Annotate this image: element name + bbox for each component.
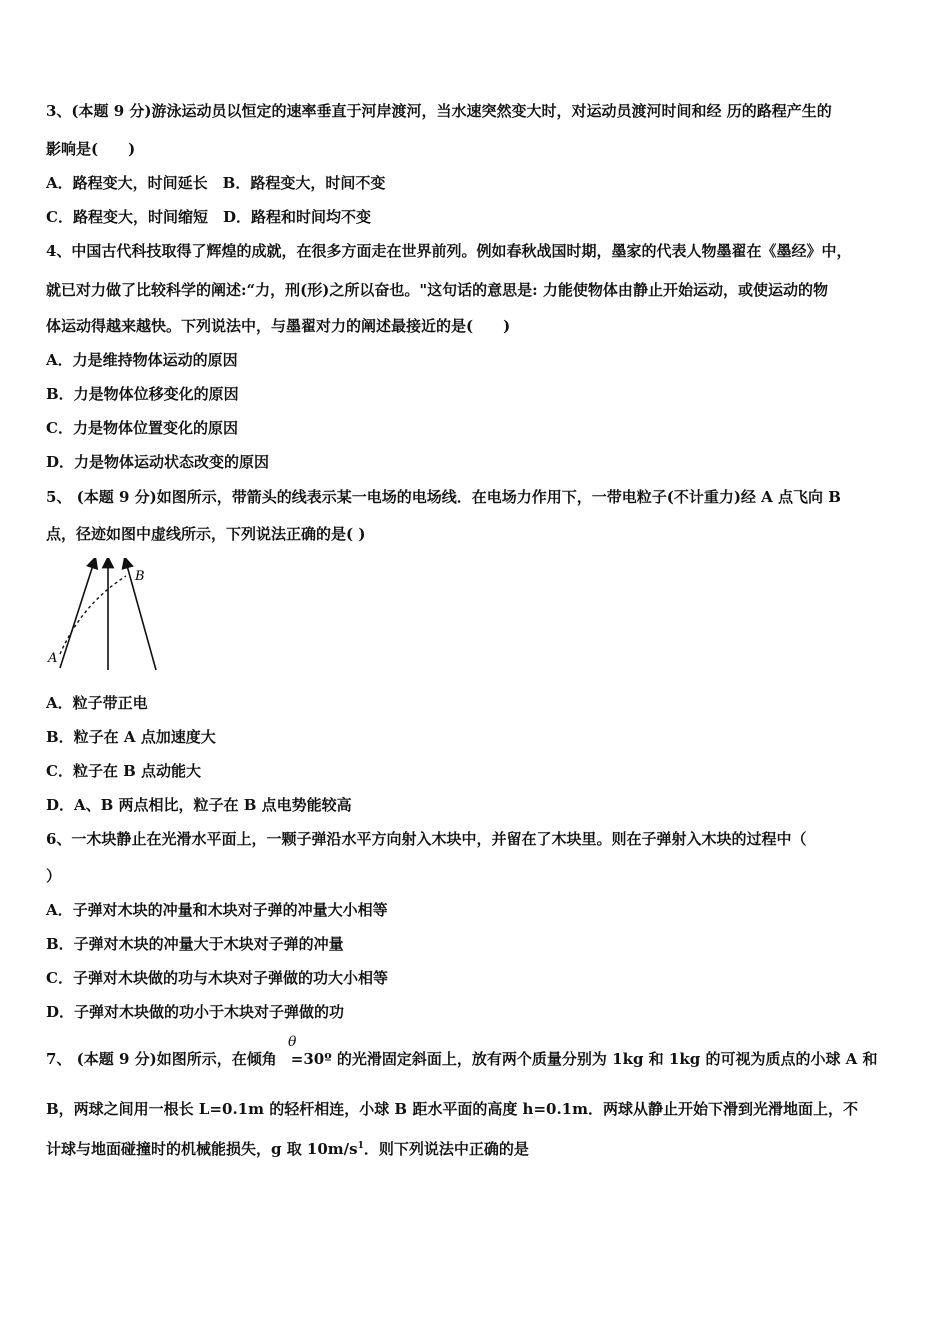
q5-option-c: C．粒子在 B 点动能大	[46, 762, 202, 780]
label-a: A	[48, 651, 58, 666]
q3-stem-line2: 影响是( )	[46, 140, 136, 158]
q6-option-d: D．子弹对木块做的功小于木块对子弹做的功	[46, 1003, 345, 1021]
q3-option-cd: C．路程变大，时间缩短 D．路程和时间均不变	[46, 208, 371, 226]
q6-stem-line1: 6、一木块静止在光滑水平面上，一颗子弹沿水平方向射入木块中，并留在了木块里。则在子弹射入木块的过程中（	[46, 830, 807, 848]
q4-option-d: D．力是物体运动状态改变的原因	[46, 453, 270, 471]
q6-option-c: C．子弹对木块做的功与木块对子弹做的功大小相等	[46, 969, 388, 987]
q7-stem-line3-part1: 计球与地面碰撞时的机械能损失，g 取 10m/s	[46, 1140, 358, 1158]
q5-option-a: A．粒子带正电	[46, 694, 148, 712]
q7-stem-line1	[46, 1049, 878, 1069]
q7-superscript: 1	[357, 1141, 364, 1151]
q5-option-b: B．粒子在 A 点加速度大	[46, 728, 216, 746]
q5-stem-line2: 点，径迹如图中虚线所示，下列说法正确的是( )	[46, 525, 366, 543]
q4-stem-line3: 体运动得越来越快。下列说法中，与墨翟对力的阐述最接近的是( )	[46, 317, 511, 335]
q7-stem-line3	[46, 1136, 529, 1159]
field-line-left	[60, 562, 94, 668]
electric-field-figure	[46, 558, 166, 674]
q7-stem-line1-part2: =30º 的光滑固定斜面上，放有两个质量分别为 1kg 和 1kg 的可视为质点的小球 A 和	[290, 1050, 878, 1068]
q6-stem-line2: ）	[46, 867, 62, 885]
q3-stem-line1: 3、(本题 9 分)游泳运动员以恒定的速率垂直于河岸渡河，当水速突然变大时，对运动员渡河时间和经 历的路程产生的	[46, 102, 832, 120]
q4-option-c: C．力是物体位置变化的原因	[46, 419, 238, 437]
particle-trajectory	[60, 576, 126, 654]
q4-stem-line1: 4、中国古代科技取得了辉煌的成就，在很多方面走在世界前列。例如春秋战国时期，墨家的代表人物墨翟在《墨经》中，	[46, 242, 852, 260]
label-b: B	[135, 569, 145, 584]
q6-option-b: B．子弹对木块的冲量大于木块对子弹的冲量	[46, 935, 344, 953]
q5-option-d: D．A、B 两点相比，粒子在 B 点电势能较高	[46, 796, 352, 814]
q4-option-b: B．力是物体位移变化的原因	[46, 385, 239, 403]
q4-stem-line2: 就已对力做了比较科学的阐述:“力，刑(形)之所以奋也。"这句话的意思是: 力能使物体由静止开始运动，或使运动的物	[46, 281, 828, 299]
q7-stem-line1-part1: 7、 (本题 9 分)如图所示，在倾角	[46, 1050, 277, 1068]
q7-stem-line3-part2: ．则下列说法中正确的是	[363, 1140, 529, 1158]
q3-option-ab: A．路程变大，时间延长 B．路程变大，时间不变	[46, 174, 386, 192]
q6-option-a: A．子弹对木块的冲量和木块对子弹的冲量大小相等	[46, 901, 388, 919]
theta-symbol: θ	[288, 1034, 297, 1050]
q5-stem-line1: 5、 (本题 9 分)如图所示，带箭头的线表示某一电场的电场线．在电场力作用下，一带电粒子(不计重力)经 A 点飞向 B	[46, 488, 841, 506]
q4-option-a: A．力是维持物体运动的原因	[46, 351, 238, 369]
q7-stem-line2: B，两球之间用一根长 L=0.1m 的轻杆相连，小球 B 距水平面的高度 h=0.1m．两球从静止开始下滑到光滑地面上，不	[46, 1100, 858, 1118]
